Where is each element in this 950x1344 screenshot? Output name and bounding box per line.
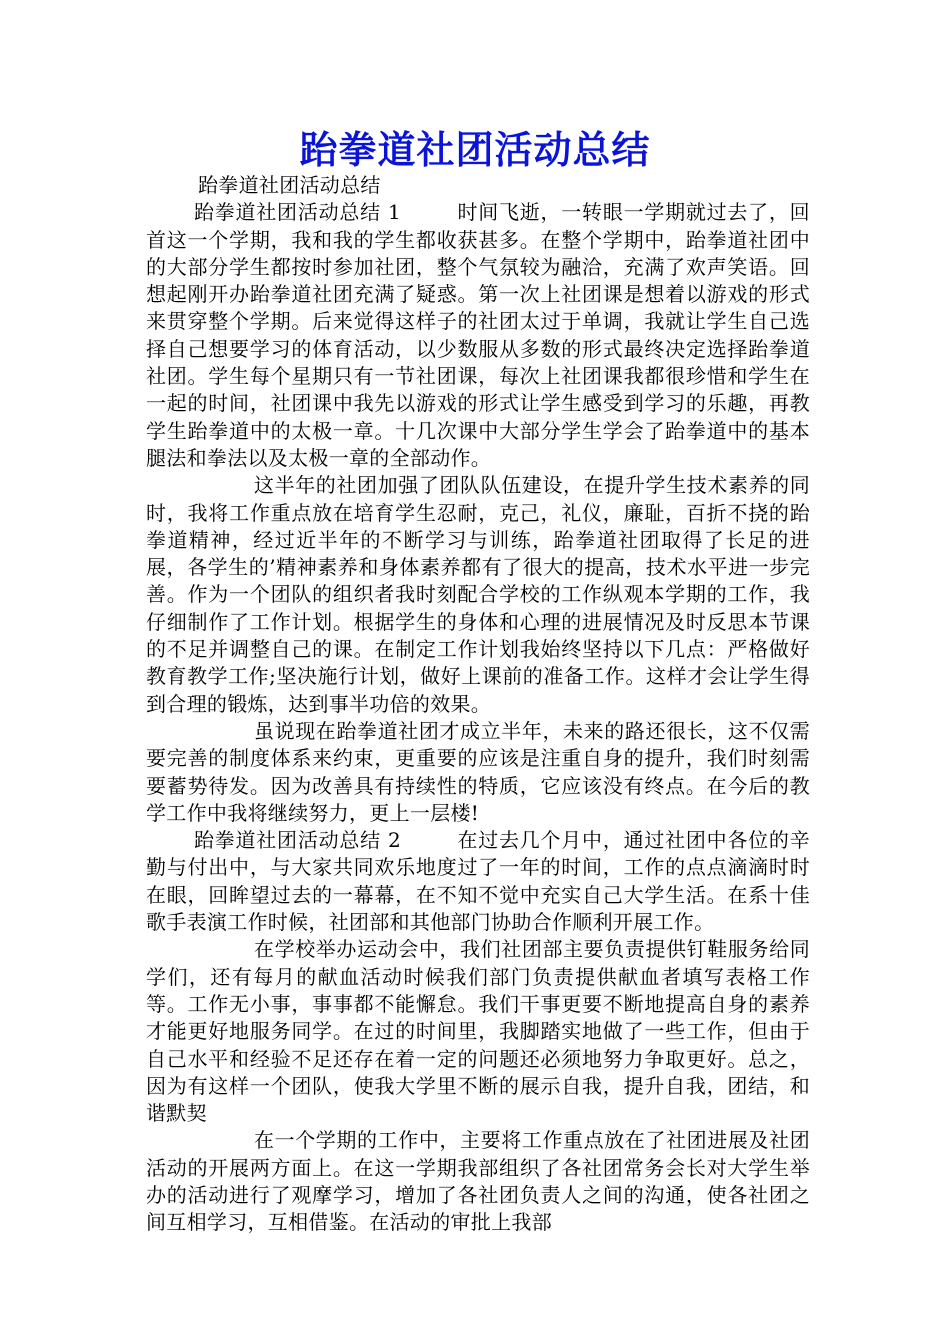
section2-heading: 跆拳道社团活动总结 2 xyxy=(194,828,402,853)
section2-paragraph-2: 在学校举办运动会中，我们社团部主要负责提供钉鞋服务给同学们，还有每月的献血活动时候我们部门负责提供献血者填写表格工作等。工作无小事，事事都不能懈怠。我们干事更要不断地提高自身的素养才能更好地服务同学。在过的时间里，我脚踏实地做了一些工作，但由于自己水平和经验不足还存在着一定的问题还必须地努力争取更好。总之，因为有这样一个团队，使我大学里不断的展示自我，提升自我，团结，和谐默契 xyxy=(146,937,810,1126)
section1-paragraph-2: 这半年的社团加强了团队队伍建设，在提升学生技术素养的同时，我将工作重点放在培育学生忍耐，克己，礼仪，廉耻，百折不挠的跆拳道精神，经过近半年的不断学习与训练，跆拳道社团取得了长足的进展，各学生的’精神素养和身体素养都有了很大的提高，技术水平进一步完善。作为一个团队的组织者我时刻配合学校的工作纵观本学期的工作，我仔细制作了工作计划。根据学生的身体和心理的进展情况及时反思本节课的不足并调整自己的课。在制定工作计划我始终坚持以下几点：严格做好教育教学工作;坚决施行计划，做好上课前的准备工作。这样才会让学生得到合理的锻炼，达到事半功倍的效果。 xyxy=(146,473,810,716)
document-subtitle: 跆拳道社团活动总结 xyxy=(198,173,381,197)
section1-heading: 跆拳道社团活动总结 1 xyxy=(194,200,402,225)
document-body xyxy=(146,172,810,1237)
section2-paragraph-1: 在过去几个月中，通过社团中各位的辛勤与付出中，与大家共同欢乐地度过了一年的时间，工作的点点滴滴时时在眼，回眸望过去的一幕幕，在不知不觉中充实自己大学生活。在系十佳歌手表演工作时候，社团部和其他部门协助合作顺利开展工作。 xyxy=(146,828,810,935)
section2-paragraph-3: 在一个学期的工作中，主要将工作重点放在了社团进展及社团活动的开展两方面上。在这一学期我部组织了各社团常务会长对大学生举办的活动进行了观摩学习，增加了各社团负责人之间的沟通，使各社团之间互相学习，互相借鉴。在活动的审批上我部 xyxy=(146,1128,810,1235)
section1-paragraph-1: 时间飞逝，一转眼一学期就过去了，回首这一个学期，我和我的学生都收获甚多。在整个学期中，跆拳道社团中的大部分学生都按时参加社团，整个气氛较为融洽，充满了欢声笑语。回想起刚开办跆拳道社团充满了疑惑。第一次上社团课是想着以游戏的形式来贯穿整个学期。后来觉得这样子的社团太过于单调，我就让学生自己选择自己想要学习的体育活动，以少数服从多数的形式最终决定选择跆拳道社团。学生每个星期只有一节社团课，每次上社团课我都很珍惜和学生在一起的时间，社团课中我先以游戏的形式让学生感受到学习的乐趣，再教学生跆拳道中的太极一章。十几次课中大部分学生学会了跆拳道中的基本腿法和拳法以及太极一章的全部动作。 xyxy=(146,200,810,470)
section2-first-paragraph xyxy=(146,827,810,936)
section1-paragraph-3: 虽说现在跆拳道社团才成立半年，未来的路还很长，这不仅需要完善的制度体系来约束，更重要的应该是注重自身的提升，我们时刻需要蓄势待发。因为改善具有持续性的特质，它应该没有终点。在今后的教学工作中我将继续努力，更上一层楼! xyxy=(146,718,810,825)
document-title: 跆拳道社团活动总结 xyxy=(299,128,651,172)
section1-first-paragraph xyxy=(146,199,810,472)
